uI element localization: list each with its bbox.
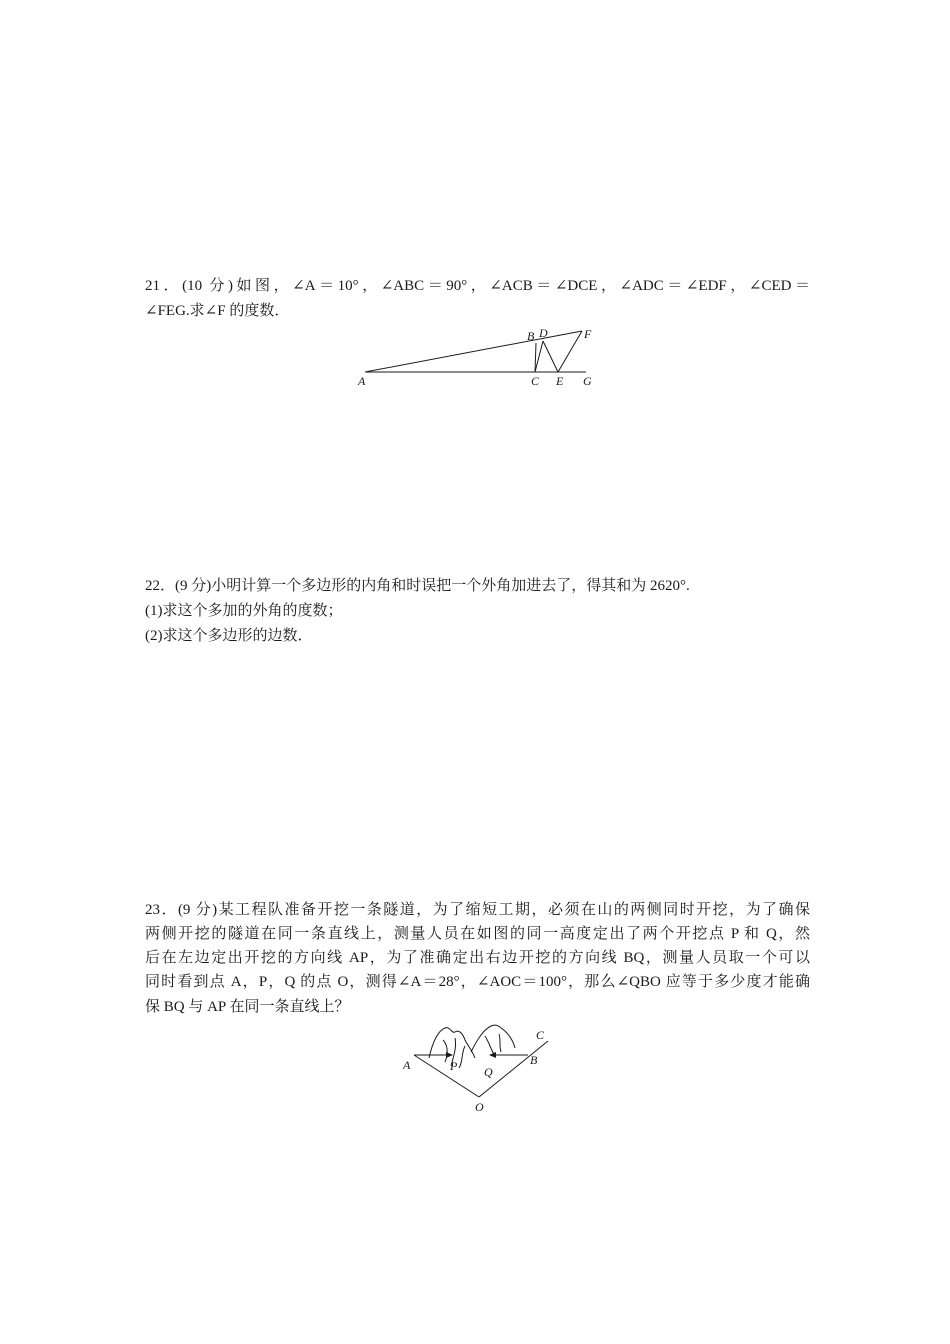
label-G: G: [583, 374, 592, 388]
mountain-ridge-5: [499, 1034, 501, 1052]
mountain-left: [429, 1028, 475, 1058]
line-AO: [414, 1055, 479, 1097]
label-A: A: [403, 1058, 411, 1072]
q23-line-5: 保 BQ 与 AP 在同一条直线上？: [145, 999, 350, 1015]
mountain-ridge-4: [485, 1036, 495, 1056]
q23-line-4: 同时看到点 A，P，Q 的点 O，测得∠A＝28°，∠AOC＝100°，那么∠QBO 应等于多少度才能确: [145, 974, 810, 990]
q22-line-1: 22．(9 分)小明计算一个多边形的内角和时误把一个外角加进去了，得其和为 2620°.: [145, 578, 690, 594]
mountain-ridge-1: [443, 1040, 447, 1062]
label-F: F: [584, 327, 592, 341]
mountain-ridge-3: [459, 1046, 465, 1068]
segment-EF: [558, 331, 582, 372]
q21-line-2: ∠FEG.求∠F 的度数．: [145, 303, 290, 319]
label-B: B: [530, 1053, 538, 1067]
label-Q: Q: [484, 1065, 493, 1079]
mountain-right: [471, 1025, 515, 1052]
q21-line-1: 21．(10 分)如图，∠A＝10°，∠ABC＝90°，∠ACB＝∠DCE，∠ADC＝∠EDF，∠CED＝: [145, 278, 810, 294]
label-C: C: [531, 374, 540, 388]
q21-figure: [350, 322, 610, 394]
q22-line-2: (1)求这个多加的外角的度数；: [145, 603, 343, 619]
q23-figure: [395, 1018, 560, 1116]
label-E: E: [556, 374, 564, 388]
segment-AF: [365, 331, 582, 372]
q23-line-2: 两侧开挖的隧道在同一条直线上，测量人员在如图的同一高度定出了两个开挖点 P 和 Q，然: [145, 926, 810, 942]
label-B: B: [527, 329, 535, 343]
label-O: O: [475, 1100, 484, 1114]
q22-line-3: (2)求这个多边形的边数．: [145, 628, 313, 644]
segment-DE: [543, 341, 558, 372]
q23-line-1: 23．(9 分)某工程队准备开挖一条隧道，为了缩短工期，必须在山的两侧同时开挖，为了确保: [145, 902, 810, 918]
label-D: D: [539, 326, 548, 340]
label-A: A: [358, 374, 366, 388]
q23-line-3: 后在左边定出开挖的方向线 AP，为了准确定出右边开挖的方向线 BQ，测量人员取一个可以: [145, 950, 810, 966]
label-C: C: [536, 1028, 545, 1042]
label-P: P: [450, 1059, 458, 1073]
